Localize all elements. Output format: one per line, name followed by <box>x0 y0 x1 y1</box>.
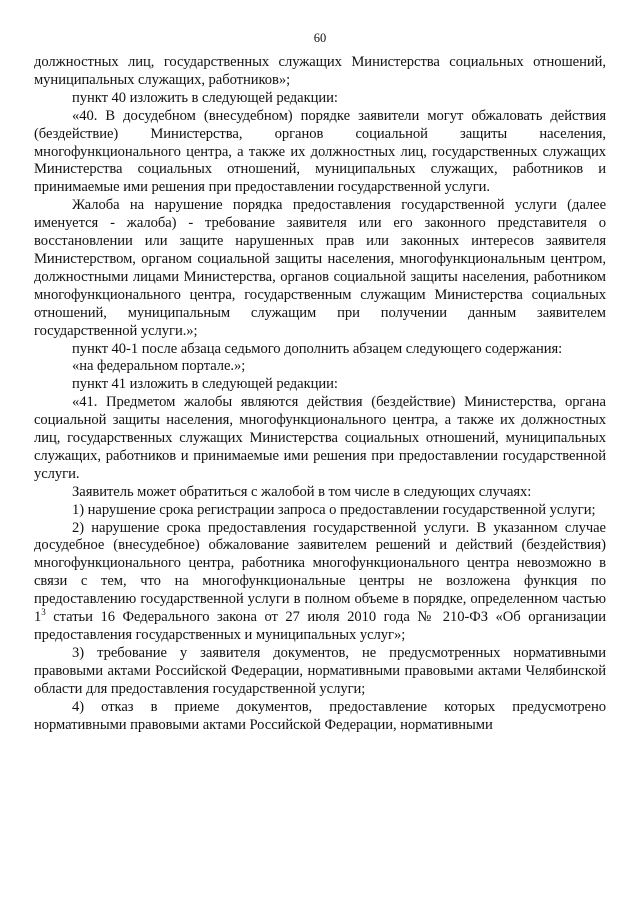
paragraph-cases-intro: Заявитель может обратиться с жалобой в том числе в следующих случаях: <box>72 483 532 500</box>
superscript-3: 3 <box>41 607 46 618</box>
paragraph-federal-portal: «на федеральном портале.»; <box>72 358 246 375</box>
paragraph-clause-41-instruction: пункт 41 изложить в следующей редакции: <box>72 376 338 393</box>
list-item-1: 1) нарушение срока регистрации запроса о предоставлении государственной услуги; <box>72 501 596 518</box>
document-body <box>34 54 606 734</box>
paragraph-clause-40: «40. В досудебном (внесудебном) порядке заявители могут обжаловать действия (бездействие) Министерства, органов социальной защиты населения, многофункционального центра, а также их должностных лиц, государственных служащих Министерства социальных отношений, муниципальных служащих, работников и принимаемые ими решения при предоставлении государственной услуги. <box>34 107 606 196</box>
list-item-2 <box>34 520 606 645</box>
paragraph-clause-40-instruction: пункт 40 изложить в следующей редакции: <box>72 89 338 106</box>
list-item-2-text: 2) нарушение срока предоставления государственной услуги. В указанном случае досудебное (внесудебное) обжалование заявителем решений и действий (бездействия) многофункционального центра, работника многофункционального центра невозможно в связи с тем, что на многофункциональные центры не возложена функция по предоставлению государственной услуги в полном объеме в порядке, определенном частью 1 <box>34 519 606 626</box>
list-item-4: 4) отказ в приеме документов, предоставление которых предусмотрено нормативными правовыми актами Российской Федерации, нормативными <box>34 698 606 733</box>
list-item-3: 3) требование у заявителя документов, не предусмотренных нормативными правовыми актами Российской Федерации, нормативными правовыми актами Челябинской области для предоставления государственной услуги; <box>34 644 606 697</box>
page-number: 60 <box>313 31 327 45</box>
paragraph-clause-41: «41. Предметом жалобы являются действия (бездействие) Министерства, органа социальной защиты населения, многофункционального центра, а также их должностных лиц, государственных служащих Министерства социальных отношений, муниципальных служащих, работников и принимаемые ими решения при предоставлении государственной услуги. <box>34 394 606 482</box>
list-item-2-tail: статьи 16 Федерального закона от 27 июля 2010 года № 210-ФЗ «Об организации предоставления государственных и муниципальных услуг»; <box>34 609 606 643</box>
paragraph-clause-40-1-instruction: пункт 40-1 после абзаца седьмого дополнить абзацем следующего содержания: <box>72 340 563 357</box>
paragraph-continuation: должностных лиц, государственных служащих Министерства социальных отношений, муниципальных служащих, работников»; <box>34 54 606 88</box>
paragraph-complaint-definition: Жалоба на нарушение порядка предоставления государственной услуги (далее именуется - жалоба) - требование заявителя или его законного представителя о восстановлении или защите нарушенных прав или законных интересов заявителя Министерством, органом социальной защиты населения, многофункциональным центром, должностными лицами Министерства, органов социальной защиты населения, работником многофункционального центра, государственным служащим Министерства социальных отношений, муниципальным служащим при получении данным заявителем государственной услуги.»; <box>34 197 606 339</box>
